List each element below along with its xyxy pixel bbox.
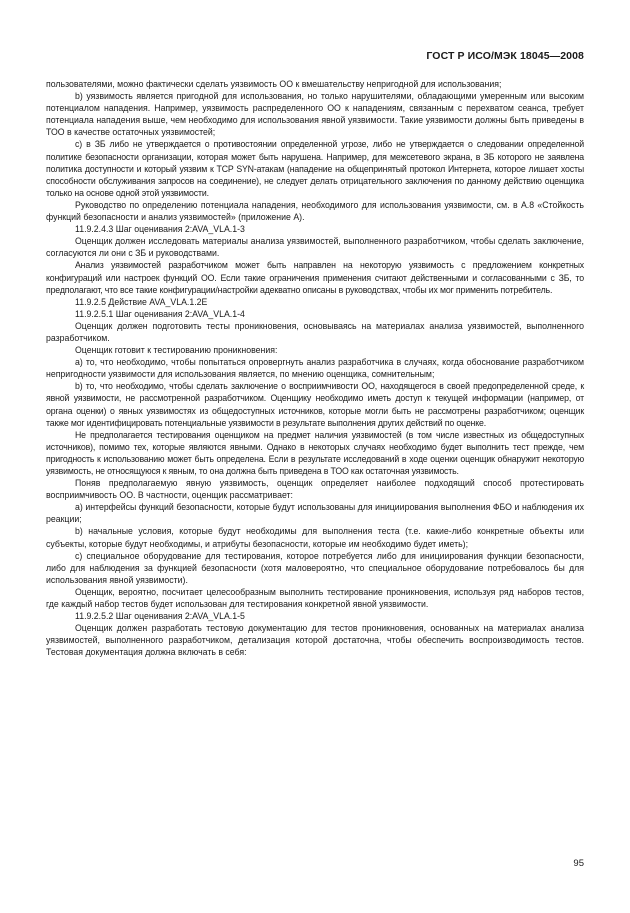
paragraph: Анализ уязвимостей разработчиком может быть направлен на некоторую уязвимость с предложением конкретных конфигураций или настроек функций ОО. Если такие ограничения применения считают действенными и согласованными с ЗБ, то предполагают, что все такие конфигурации/настройки адекватно описаны в руководствах, чтобы их мог применить потребитель. (46, 260, 584, 295)
list-item: a) интерфейсы функций безопасности, которые будут использованы для инициирования выполнения ФБО и наблюдения их реакции; (46, 502, 584, 525)
section-heading: 11.9.2.5.1 Шаг оценивания 2:AVA_VLA.1-4 (75, 308, 245, 319)
paragraph: Оценщик должен разработать тестовую документацию для тестов проникновения, основанных на материалах анализа уязвимостей, выполненного разработчиком, детализация которой достаточна, чтобы обеспечить воспроизводимость тестов. Тестовая документация должна включать в себя: (46, 623, 584, 658)
page-number: 95 (573, 858, 584, 869)
document-header: ГОСТ Р ИСО/МЭК 18045—2008 (426, 50, 584, 62)
list-item: b) уязвимость является пригодной для использования, но только нарушителями, обладающими умеренным или высоким потенциалом нападения. Например, уязвимость распределенного ОО к нападениям, связанным с перехватом сеанса, требует потенциала нападения выше, чем необходимо для использования явной уязвимости. Такие уязвимости должны быть приведены в ТОО в качестве остаточных уязвимостей; (46, 91, 584, 138)
list-item: c) специальное оборудование для тестирования, которое потребуется либо для инициирования функции безопасности, либо для наблюдения за функцией безопасности (хотя маловероятно, что специальное оборудование потребовалось бы для использования явной уязвимости). (46, 550, 584, 585)
paragraph: Поняв предполагаемую явную уязвимость, оценщик определяет наиболее подходящий способ протестировать восприимчивость ОО. В частности, оценщик рассматривает: (46, 478, 584, 501)
paragraph: Оценщик должен подготовить тесты проникновения, основываясь на материалах анализа уязвимостей, выполненного разработчиком. (46, 320, 584, 343)
section-heading: 11.9.2.5.2 Шаг оценивания 2:AVA_VLA.1-5 (75, 611, 245, 622)
list-item: a) то, что необходимо, чтобы попытаться опровергнуть анализ разработчика в случаях, когда обоснование разработчиком непригодности уязвимости для использования является, по мнению оценщика, сомнительным; (46, 357, 584, 380)
paragraph: Оценщик, вероятно, посчитает целесообразным выполнить тестирование проникновения, используя ряд наборов тестов, где каждый набор тестов будет использован для тестирования конкретной явной уязвимости. (46, 586, 584, 610)
paragraph: Оценщик готовит к тестированию проникновения: (75, 345, 278, 356)
document-body (46, 78, 584, 659)
list-item: b) начальные условия, которые будут необходимы для выполнения теста (т.е. какие-либо конкретные объекты или субъекты, которые будут необходимы, и атрибуты безопасности, которые им необходимо будет иметь); (46, 526, 584, 549)
paragraph: Оценщик должен исследовать материалы анализа уязвимостей, выполненного разработчиком, чтобы сделать заключение, согласуются ли они с ЗБ и руководствами. (46, 236, 584, 259)
list-item: b) то, что необходимо, чтобы сделать заключение о восприимчивости ОО, находящегося в своей предопределенной среде, к явной уязвимости, не рассмотренной разработчиком. Оценщику необходимо иметь доступ к текущей информации (например, от органа оценки) о явных уязвимостях из общедоступных источников, которые могли быть не рассмотрены разработчиком; оценщик также мог идентифицировать потенциальные уязвимости в результате выполнения других действий по оценке. (46, 381, 584, 428)
paragraph: Не предполагается тестирования оценщиком на предмет наличия уязвимостей (в том числе известных из общедоступных источников), помимо тех, которые являются явными. Однако в некоторых случаях необходимо будет выполнить тест прежде, чем пригодность к использованию может быть определена. Если в результате исследований в ходе оценки оценщик обнаружит некоторую уязвимость, не относящуюся к явным, то она должна быть приведена в ТОО как остаточная уязвимость. (46, 429, 584, 476)
section-heading: 11.9.2.5 Действие AVA_VLA.1.2E (75, 296, 208, 307)
list-item: c) в ЗБ либо не утверждается о противостоянии определенной угрозе, либо не утверждается о следовании определенной политике безопасности организации, которая может быть нарушена. Например, для межсетевого экрана, в ЗБ которого не заявлена политика доступности и который уязвим к TCP SYN-атакам (нападение на общепринятый протокол Интернета, которое лишает хосты способности обслуживания запросов на соединение), не следует делать отрицательного заключения по данному действию оценщика только на основе одной этой уязвимости. (46, 139, 584, 198)
paragraph: пользователями, можно фактически сделать уязвимость ОО к вмешательству непригодной для использования; (46, 79, 502, 89)
paragraph: Руководство по определению потенциала нападения, необходимого для использования уязвимости, см. в А.8 «Стойкость функций безопасности и анализ уязвимостей» (приложение А). (46, 199, 584, 223)
section-heading: 11.9.2.4.3 Шаг оценивания 2:AVA_VLA.1-3 (75, 224, 245, 235)
